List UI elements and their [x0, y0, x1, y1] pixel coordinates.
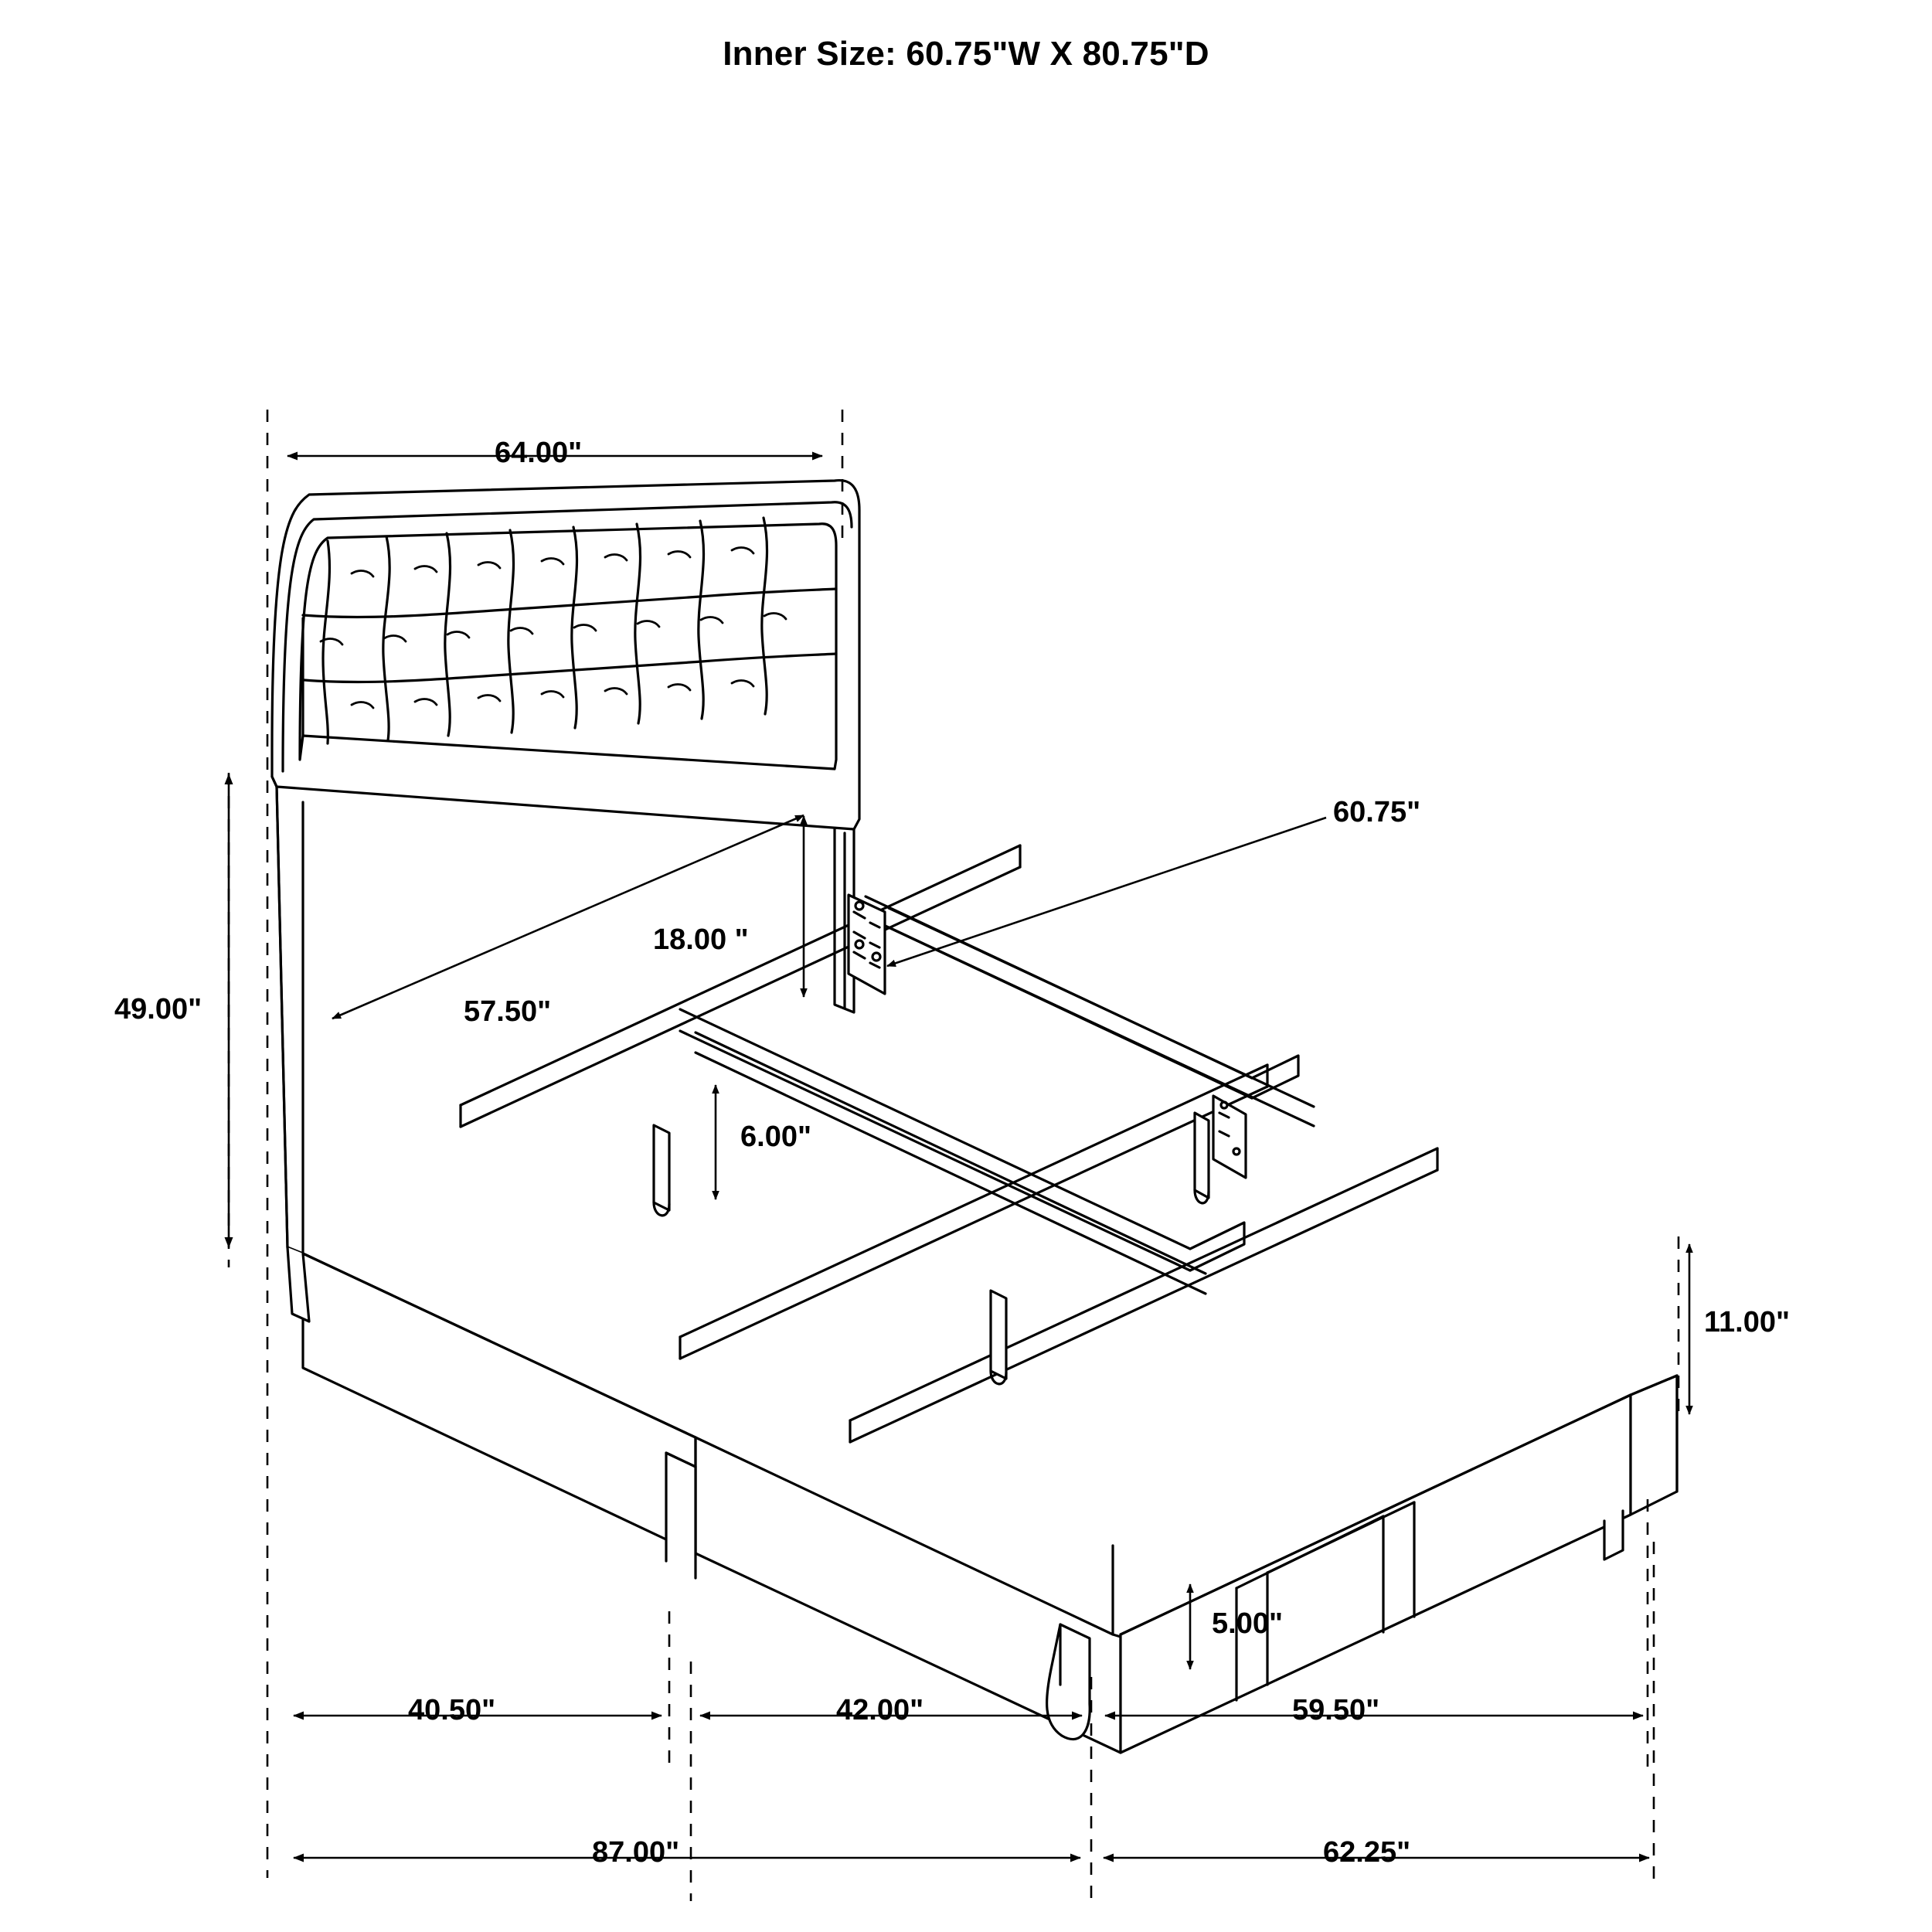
dimension-label-footprint-mid: 42.00": [836, 1694, 924, 1726]
dim-line-57-50: [332, 815, 804, 1019]
headboard-tufted-panel: [300, 518, 836, 769]
dimension-label-slat-clearance: 6.00": [740, 1121, 811, 1153]
dimension-label-overall-right: 62.25": [1323, 1836, 1411, 1869]
bed-side-rail-right: [1631, 1376, 1677, 1515]
bed-leg-front-left: [666, 1453, 696, 1578]
dimension-label-overall-left: 87.00": [592, 1836, 680, 1869]
dimension-label-inner-width: 60.75": [1333, 796, 1421, 828]
page-title: Inner Size: 60.75"W X 80.75"D: [723, 35, 1209, 73]
slat-support-frame: [461, 845, 1437, 1442]
dimension-label-rail-height: 11.00": [1704, 1306, 1791, 1338]
dimension-label-headboard-drop: 18.00 ": [653, 923, 749, 956]
dimension-label-headboard-width: 64.00": [495, 437, 583, 469]
headboard-left-post: [272, 777, 309, 1274]
dimension-label-panel-width: 57.50": [464, 995, 552, 1028]
dimension-label-headboard-height: 49.00": [114, 993, 202, 1026]
rail-bracket-right: [1213, 1096, 1246, 1178]
bed-leg-front-center: [1047, 1624, 1090, 1740]
dim-line-60-75: [887, 818, 1326, 966]
dimension-label-footprint-left: 40.50": [408, 1694, 496, 1726]
dimension-label-footprint-right: 59.50": [1292, 1694, 1380, 1726]
dimension-label-leg-height: 5.00": [1212, 1607, 1283, 1640]
